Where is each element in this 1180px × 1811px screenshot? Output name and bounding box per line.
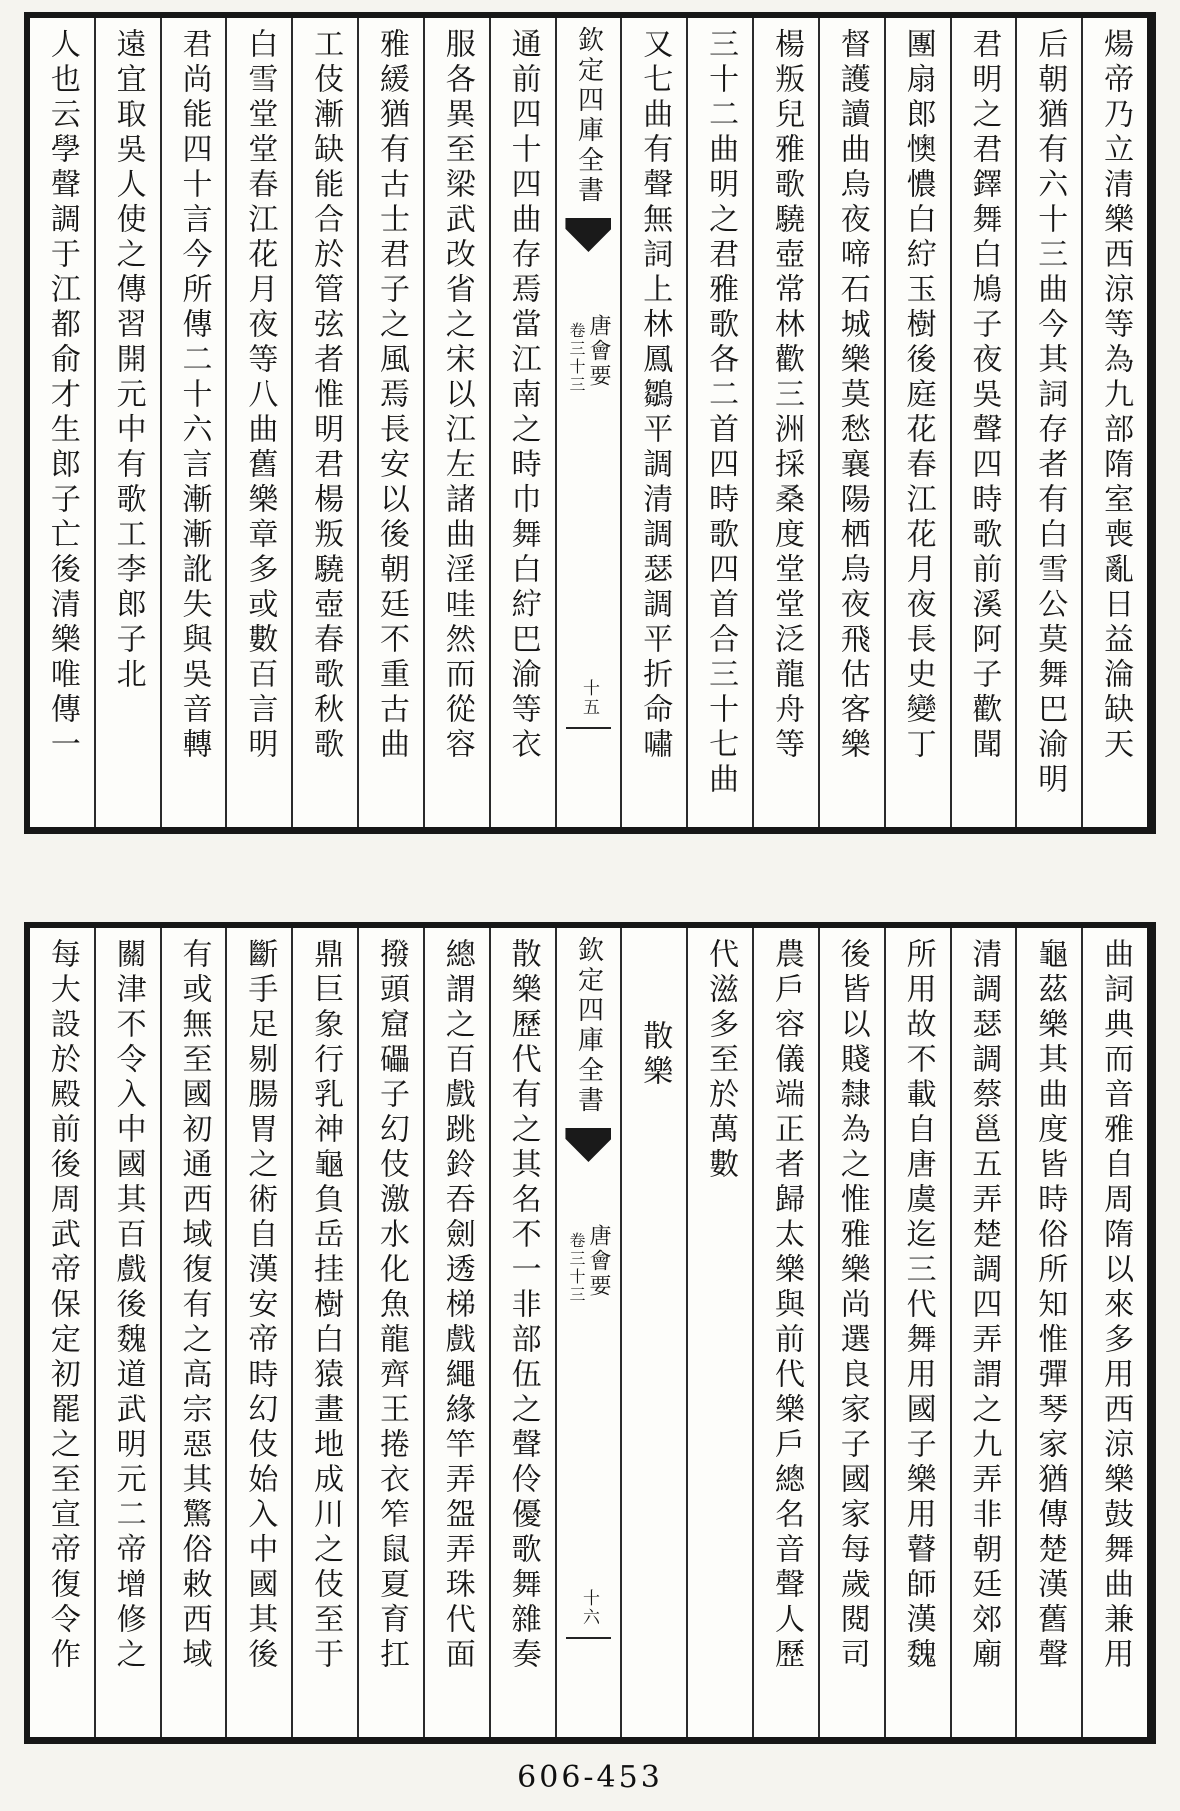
column-text: 鼎巨象行乳神龜負岳挂樹白猿畫地成川之伎至于 [308, 938, 344, 1673]
page-block-upper [24, 12, 1156, 834]
column-text: 通前四十四曲存焉當江南之時巾舞白紵巴渝等衣 [505, 28, 541, 763]
text-column [752, 18, 818, 827]
column-text: 後皆以賤隸為之惟雅樂尚選良家子國家每歲閱司 [834, 938, 870, 1673]
banxin-header: 欽定四庫全書 [573, 26, 604, 206]
banxin-page-number: 十五 [578, 679, 599, 717]
column-text: 又七曲有聲無詞上林鳳鶵平調清調瑟調平折命嘯 [637, 28, 673, 763]
column-text: 有或無至國初通西域復有之高宗惡其驚俗敕西域 [176, 938, 212, 1673]
text-column [225, 928, 291, 1737]
column-text: 總謂之百戲跳鈴吞劍透梯戲繩緣竿弄盌弄珠代面 [439, 938, 475, 1673]
column-text: 君明之君鐸舞白鳩子夜吳聲四時歌前溪阿子歡聞 [966, 28, 1002, 763]
column-text: 所用故不載自唐虞迄三代舞用國子樂用瞽師漢魏 [900, 938, 936, 1673]
column-text: 斷手足剔腸胃之術自漢安帝時幻伎始入中國其後 [242, 938, 278, 1673]
column-text: 農戶容儀端正者歸太樂與前代樂戶總名音聲人歷 [768, 938, 804, 1673]
banxin-column [555, 18, 621, 827]
text-column [94, 928, 160, 1737]
fishtail-mark-icon [565, 218, 611, 252]
column-text: 三十二曲明之君雅歌各二首四時歌四首合三十七曲 [703, 28, 739, 798]
column-text: 楊叛兒雅歌驍壺常林歡三洲採桑度堂堂泛龍舟等 [768, 28, 804, 763]
text-column [160, 18, 226, 827]
banxin-page-number: 十六 [578, 1589, 599, 1627]
text-column [225, 18, 291, 827]
column-text: 散樂歷代有之其名不一非部伍之聲伶優歌舞雜奏 [505, 938, 541, 1673]
banxin-volume: 卷三十三 [566, 1232, 586, 1304]
column-text: 人也云學聲調于江都俞才生郎子亡後清樂唯傳一 [44, 28, 80, 763]
text-column [291, 928, 357, 1737]
banxin-volume: 卷三十三 [566, 322, 586, 394]
banxin-titles [568, 1224, 609, 1304]
text-column [489, 18, 555, 827]
text-column [291, 18, 357, 827]
text-column [884, 928, 950, 1737]
banxin-header: 欽定四庫全書 [573, 936, 604, 1116]
page-block-lower [24, 922, 1156, 1744]
banxin-titles [568, 314, 609, 394]
column-text: 君尚能四十言今所傳二十六言漸漸訛失與吳音轉 [176, 28, 212, 763]
column-text: 督護讀曲烏夜啼石城樂莫愁襄陽栖烏夜飛估客樂 [834, 28, 870, 763]
column-text: 每大設於殿前後周武帝保定初罷之至宣帝復令作 [44, 938, 80, 1673]
column-text: 白雪堂堂春江花月夜等八曲舊樂章多或數百言明 [242, 28, 278, 763]
column-text: 遠宜取吳人使之傳習開元中有歌工李郎子北 [110, 28, 146, 693]
column-text: 撥頭窟礧子幻伎激水化魚龍齊王捲衣笮鼠夏育扛 [373, 938, 409, 1673]
banxin-rule-line [566, 1637, 611, 1639]
column-text: 雅緩猶有古士君子之風焉長安以後朝廷不重古曲 [373, 28, 409, 763]
text-column [423, 928, 489, 1737]
column-text: 團扇郎懊憹白紵玉樹後庭花春江花月夜長史變丁 [900, 28, 936, 763]
text-column [752, 928, 818, 1737]
text-column [423, 18, 489, 827]
banxin-rule-line [566, 727, 611, 729]
column-text: 清調瑟調蔡邕五弄楚調四弄謂之九弄非朝廷郊廟 [966, 938, 1002, 1673]
text-column [818, 928, 884, 1737]
text-column [950, 928, 1016, 1737]
plate-number: 606-453 [517, 1760, 663, 1795]
text-column [1015, 928, 1081, 1737]
banxin-column [555, 928, 621, 1737]
column-text: 關津不令入中國其百戲後魏道武明元二帝增修之 [110, 938, 146, 1673]
column-text: 代滋多至於萬數 [703, 938, 739, 1183]
text-column [30, 928, 94, 1737]
column-text: 煬帝乃立清樂西涼等為九部隋室喪亂日益淪缺天 [1098, 28, 1134, 763]
text-column [357, 18, 423, 827]
column-text: 服各異至梁武改省之宋以江左諸曲淫哇然而從容 [439, 28, 475, 763]
section-heading: 散樂 [637, 1020, 673, 1090]
fishtail-mark-icon [565, 1128, 611, 1162]
banxin-book-title: 唐會要 [585, 314, 611, 389]
text-column [818, 18, 884, 827]
text-column [489, 928, 555, 1737]
text-column [94, 18, 160, 827]
text-column [1081, 928, 1147, 1737]
text-column [620, 18, 686, 827]
text-column [686, 928, 752, 1737]
text-column [1015, 18, 1081, 827]
column-text: 工伎漸缺能合於管弦者惟明君楊叛驍壺春歌秋歌 [308, 28, 344, 763]
section-heading-column [620, 928, 686, 1737]
banxin-book-title: 唐會要 [585, 1224, 611, 1299]
text-column [357, 928, 423, 1737]
text-column [950, 18, 1016, 827]
column-text: 曲詞典而音雅自周隋以來多用西涼樂鼓舞曲兼用 [1098, 938, 1134, 1673]
column-text: 后朝猶有六十三曲今其詞存者有白雪公莫舞巴渝明 [1032, 28, 1068, 798]
text-column [686, 18, 752, 827]
text-column [30, 18, 94, 827]
text-column [160, 928, 226, 1737]
text-column [1081, 18, 1147, 827]
column-text: 龜茲樂其曲度皆時俗所知惟彈琴家猶傳楚漢舊聲 [1032, 938, 1068, 1673]
text-column [884, 18, 950, 827]
